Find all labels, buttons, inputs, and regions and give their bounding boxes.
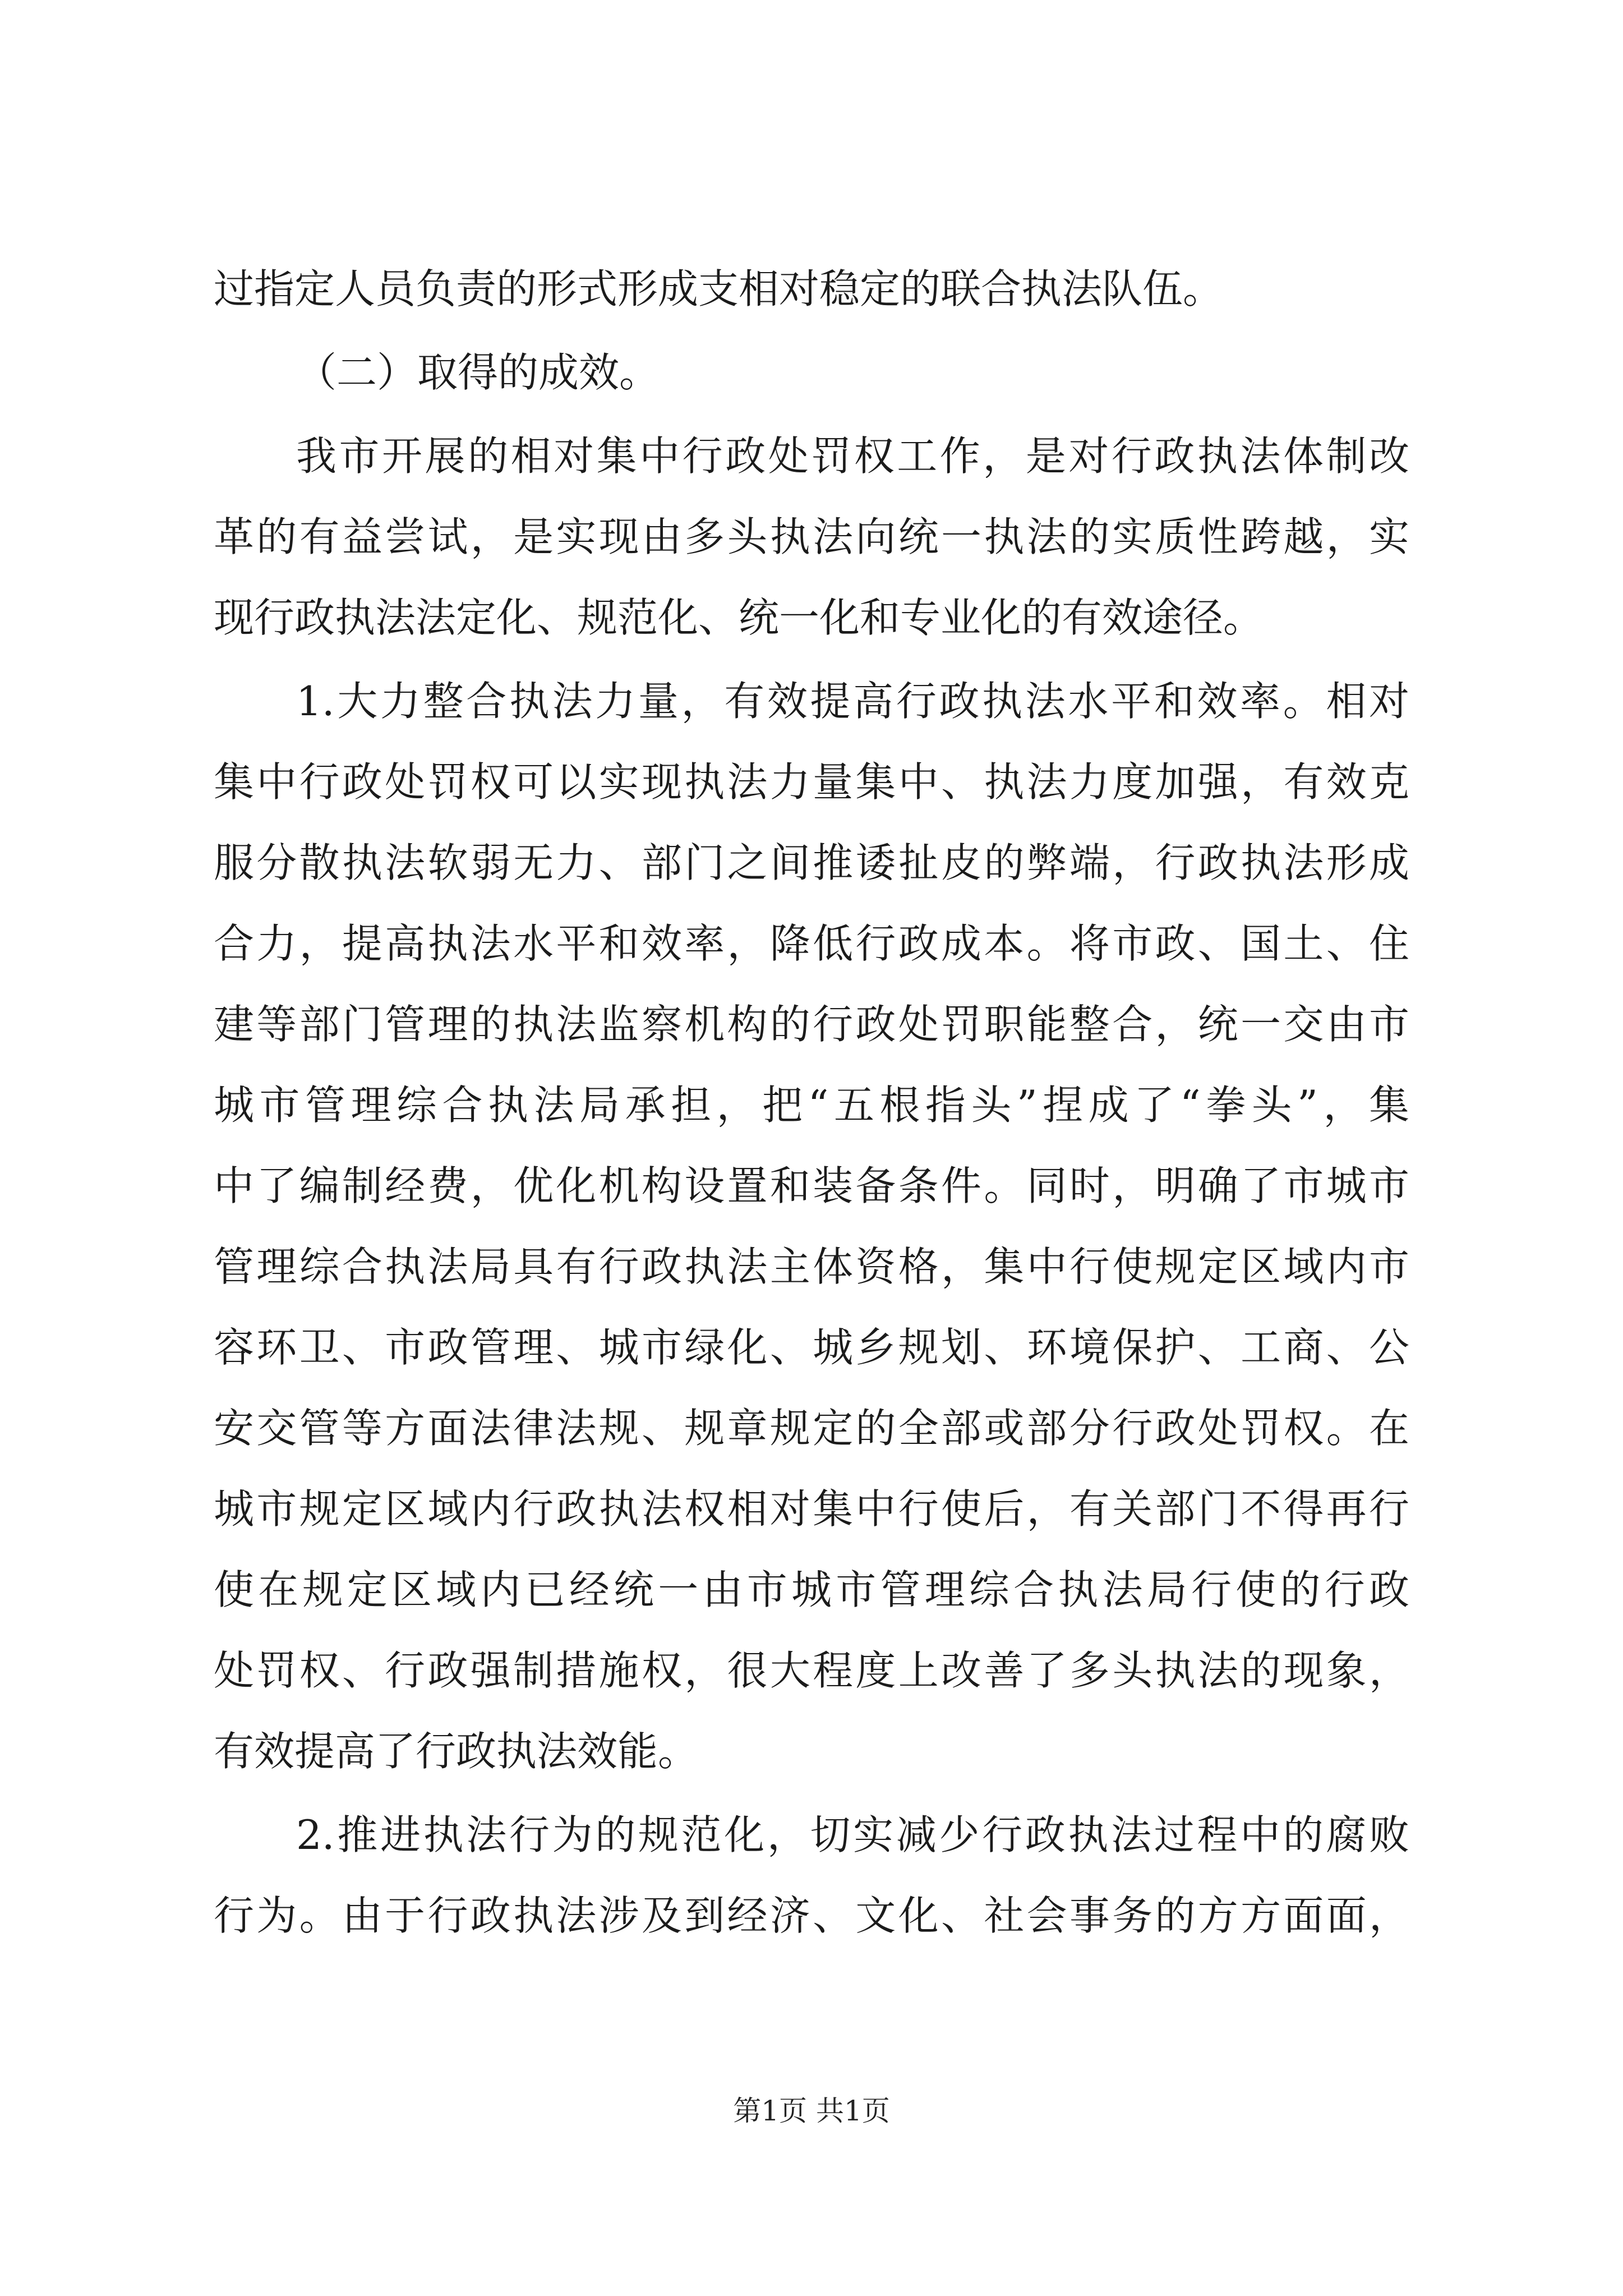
text-line: 合力，提高执法水平和效率，降低行政成本。将市政、国土、住 [214, 920, 1409, 967]
text-line: 1.大力整合执法力量，有效提高行政执法水平和效率。相对 [296, 678, 1409, 725]
paragraph [214, 1795, 1409, 1956]
paragraph [214, 416, 1409, 658]
text-line: 城市管理综合执法局承担，把“五根指头”捏成了“拳头”，集 [214, 1082, 1409, 1129]
text-line: 2.推进执法行为的规范化，切实减少行政执法过程中的腐败 [296, 1811, 1409, 1858]
text-line: 管理综合执法局具有行政执法主体资格，集中行使规定区域内市 [214, 1243, 1409, 1290]
text-line: 处罚权、行政强制措施权，很大程度上改善了多头执法的现象， [214, 1647, 1409, 1694]
text-line: 使在规定区域内已经统一由市城市管理综合执法局行使的行政 [214, 1566, 1409, 1613]
text-line: 中了编制经费，优化机构设置和装备条件。同时，明确了市城市 [214, 1162, 1409, 1209]
text-line: 革的有益尝试，是实现由多头执法向统一执法的实质性跨越，实 [214, 513, 1409, 560]
text-line: 过指定人员负责的形式形成支相对稳定的联合执法队伍。 [214, 265, 1224, 312]
text-line: 服分散执法软弱无力、部门之间推诿扯皮的弊端，行政执法形成 [214, 839, 1409, 886]
text-line: 现行政执法法定化、规范化、统一化和专业化的有效途径。 [214, 594, 1264, 641]
document-body [214, 249, 1409, 1956]
text-line: 有效提高了行政执法效能。 [214, 1728, 699, 1775]
text-line: 我市开展的相对集中行政处罚权工作，是对行政执法体制改 [296, 432, 1409, 480]
text-line: 建等部门管理的执法监察机构的行政处罚职能整合，统一交由市 [214, 1001, 1409, 1048]
paragraph [214, 249, 1409, 329]
page-footer: 第1页 共1页 [733, 2095, 890, 2127]
text-line: 行为。由于行政执法涉及到经济、文化、社会事务的方方面面， [214, 1892, 1409, 1939]
text-line: 容环卫、市政管理、城市绿化、城乡规划、环境保护、工商、公 [214, 1324, 1409, 1371]
section-heading [214, 332, 1409, 413]
text-line: 集中行政处罚权可以实现执法力量集中、执法力度加强，有效克 [214, 758, 1409, 806]
text-line: （二）取得的成效。 [296, 349, 660, 396]
text-line: 城市规定区域内行政执法权相对集中行使后，有关部门不得再行 [214, 1485, 1409, 1533]
text-line: 安交管等方面法律法规、规章规定的全部或部分行政处罚权。在 [214, 1405, 1409, 1452]
paragraph [214, 661, 1409, 1792]
